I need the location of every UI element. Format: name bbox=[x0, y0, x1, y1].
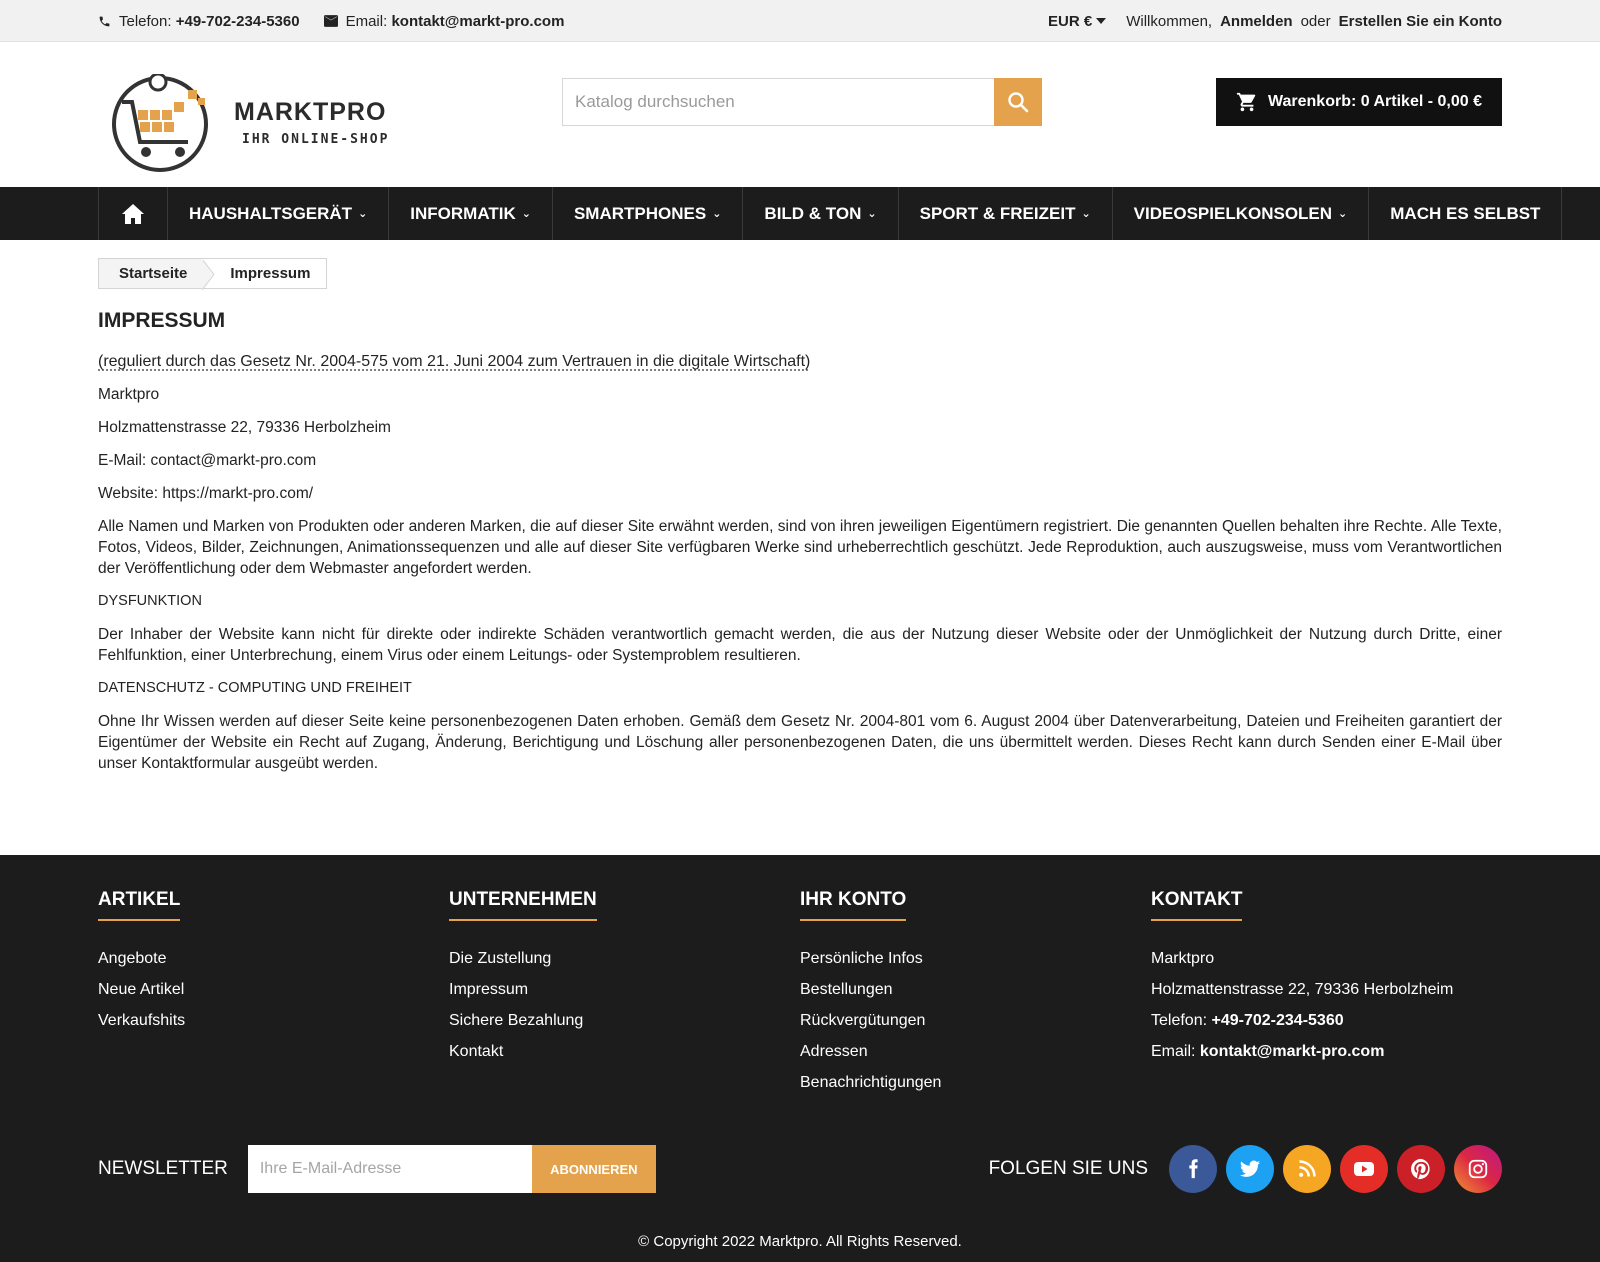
or-text: oder bbox=[1300, 12, 1331, 30]
footer-heading: IHR KONTO bbox=[800, 889, 906, 921]
email-address[interactable]: kontakt@markt-pro.com bbox=[391, 12, 565, 30]
footer-contact-email bbox=[1151, 1036, 1502, 1067]
chevron-down-icon: ⌄ bbox=[712, 208, 722, 220]
breadcrumb-separator-icon bbox=[202, 259, 216, 290]
rss-icon[interactable] bbox=[1283, 1145, 1331, 1193]
email-label: Email: bbox=[1151, 1043, 1196, 1060]
shopping-cart-icon bbox=[1236, 91, 1258, 113]
logo[interactable] bbox=[110, 74, 400, 174]
company-website: Website: https://markt-pro.com/ bbox=[98, 485, 314, 502]
footer-heading: ARTIKEL bbox=[98, 889, 180, 921]
top-bar bbox=[0, 0, 1600, 42]
breadcrumb-label: Startseite bbox=[119, 265, 188, 282]
section-heading-privacy: DATENSCHUTZ - COMPUTING UND FREIHEIT bbox=[98, 680, 412, 696]
footer-contact-address: Holzmattenstrasse 22, 79336 Herbolzheim bbox=[1151, 981, 1454, 998]
cart-logo-icon bbox=[110, 74, 220, 174]
nav-informatik[interactable] bbox=[389, 187, 553, 240]
nav-label: MACH ES SELBST bbox=[1390, 203, 1541, 223]
breadcrumb bbox=[98, 258, 327, 289]
footer-link[interactable]: Bestellungen bbox=[800, 981, 893, 998]
footer-contact-phone bbox=[1151, 1005, 1502, 1036]
nav-label: SPORT & FREIZEIT bbox=[919, 203, 1076, 223]
caret-down-icon bbox=[1092, 15, 1110, 27]
main-nav bbox=[0, 187, 1600, 240]
nav-haushaltsgeraet[interactable] bbox=[168, 187, 389, 240]
footer-col-kontakt bbox=[1151, 889, 1502, 1098]
register-link[interactable]: Erstellen Sie ein Konto bbox=[1338, 12, 1502, 30]
footer-col-artikel bbox=[98, 889, 449, 1098]
envelope-icon bbox=[324, 15, 338, 27]
nav-videospielkonsolen[interactable] bbox=[1113, 187, 1370, 240]
footer-link[interactable]: Die Zustellung bbox=[449, 950, 552, 967]
footer-link[interactable]: Persönliche Infos bbox=[800, 950, 923, 967]
footer-link[interactable]: Kontakt bbox=[449, 1043, 504, 1060]
logo-title: MARKTPRO bbox=[234, 98, 387, 126]
nav-label: VIDEOSPIELKONSOLEN bbox=[1133, 203, 1333, 223]
newsletter-row bbox=[98, 1145, 1502, 1193]
welcome-text: Willkommen, bbox=[1126, 12, 1213, 30]
phone-number[interactable]: +49-702-234-5360 bbox=[175, 12, 300, 30]
footer-heading: KONTAKT bbox=[1151, 889, 1242, 921]
page-title: IMPRESSUM bbox=[98, 309, 226, 332]
company-address: Holzmattenstrasse 22, 79336 Herbolzheim bbox=[98, 419, 391, 436]
follow-label: FOLGEN SIE UNS bbox=[988, 1158, 1148, 1179]
nav-sport-freizeit[interactable] bbox=[899, 187, 1113, 240]
youtube-icon[interactable] bbox=[1340, 1145, 1388, 1193]
currency-value: EUR € bbox=[1048, 12, 1093, 30]
currency-selector[interactable] bbox=[1048, 13, 1110, 30]
home-icon bbox=[121, 203, 145, 225]
newsletter-label: NEWSLETTER bbox=[98, 1158, 228, 1179]
search-bar bbox=[562, 78, 1042, 126]
company-name: Marktpro bbox=[98, 386, 160, 403]
breadcrumb-current bbox=[216, 259, 326, 288]
footer-link[interactable]: Adressen bbox=[800, 1043, 868, 1060]
chevron-down-icon: ⌄ bbox=[1081, 208, 1091, 220]
footer-link[interactable]: Impressum bbox=[449, 981, 529, 998]
topbar-phone bbox=[98, 13, 300, 30]
company-email: E-Mail: contact@markt-pro.com bbox=[98, 452, 317, 469]
cart-button[interactable] bbox=[1216, 78, 1502, 126]
login-link[interactable]: Anmelden bbox=[1220, 12, 1293, 30]
footer-link[interactable]: Neue Artikel bbox=[98, 981, 185, 998]
nav-label: HAUSHALTSGERÄT bbox=[189, 203, 353, 223]
phone-icon bbox=[98, 15, 111, 28]
logo-subtitle: IHR ONLINE-SHOP bbox=[242, 132, 390, 147]
footer-col-unternehmen bbox=[449, 889, 800, 1098]
search-icon bbox=[1006, 90, 1030, 114]
footer-col-konto bbox=[800, 889, 1151, 1098]
footer-link[interactable]: Sichere Bezahlung bbox=[449, 1012, 584, 1029]
pinterest-icon[interactable] bbox=[1397, 1145, 1445, 1193]
phone-label: Telefon: bbox=[119, 12, 172, 30]
privacy-paragraph: Ohne Ihr Wissen werden auf dieser Seite keine personenbezogenen Daten erhoben. Gemäß dem Gesetz Nr. 2004-801 vom 6. August 2004 über Datenverarbeitung, Dateien und Freiheiten garantiert der Eigentümer der Website ein Recht auf Zugang, Änderung, Berichtigung und Löschung aller personenbezogenen Daten, die uns übermittelt werden. Dieses Recht kann durch Senden einer E-Mail über unser Kontaktformular ausgeübt werden. bbox=[98, 713, 1502, 772]
phone-number[interactable]: +49-702-234-5360 bbox=[1211, 1012, 1344, 1029]
chevron-down-icon: ⌄ bbox=[358, 208, 368, 220]
facebook-icon[interactable] bbox=[1169, 1145, 1217, 1193]
search-button[interactable] bbox=[994, 78, 1042, 126]
footer-link[interactable]: Angebote bbox=[98, 950, 167, 967]
search-input[interactable] bbox=[562, 78, 994, 126]
footer bbox=[0, 855, 1600, 1262]
dysfunction-paragraph: Der Inhaber der Website kann nicht für direkte oder indirekte Schäden verantwortlich gemacht werden, die aus der Nutzung dieser Website oder der Unmöglichkeit der Nutzung durch Dritte, einer Fehlfunktion, einer Unterbrechung, einem Virus oder einem Leitungs- oder Systemproblem resultieren. bbox=[98, 626, 1502, 664]
chevron-down-icon: ⌄ bbox=[867, 208, 877, 220]
social-follow bbox=[989, 1145, 1502, 1193]
subscribe-button[interactable]: ABONNIEREN bbox=[532, 1145, 656, 1193]
twitter-icon[interactable] bbox=[1226, 1145, 1274, 1193]
footer-contact-name: Marktpro bbox=[1151, 950, 1215, 967]
legal-basis: (reguliert durch das Gesetz Nr. 2004-575 vom 21. Juni 2004 zum Vertrauen in die digitale Wirtschaft) bbox=[98, 353, 811, 370]
breadcrumb-home[interactable] bbox=[99, 259, 203, 288]
chevron-down-icon: ⌄ bbox=[521, 208, 531, 220]
footer-link[interactable]: Benachrichtigungen bbox=[800, 1074, 942, 1091]
breadcrumb-label: Impressum bbox=[230, 265, 311, 282]
footer-link[interactable]: Rückvergütungen bbox=[800, 1012, 926, 1029]
topbar-email bbox=[324, 13, 565, 30]
nav-mach-es-selbst[interactable] bbox=[1369, 187, 1562, 240]
email-address[interactable]: kontakt@markt-pro.com bbox=[1199, 1043, 1385, 1060]
cart-label: Warenkorb: 0 Artikel - 0,00 € bbox=[1268, 93, 1482, 110]
nav-label: INFORMATIK bbox=[410, 203, 516, 223]
phone-label: Telefon: bbox=[1151, 1012, 1208, 1029]
copyright: © Copyright 2022 Marktpro. All Rights Reserved. bbox=[638, 1233, 962, 1250]
instagram-icon[interactable] bbox=[1454, 1145, 1502, 1193]
copyright-paragraph: Alle Namen und Marken von Produkten oder anderen Marken, die auf dieser Site erwähnt werden, sind von ihren jeweiligen Eigentümern registriert. Die genannten Quellen behalten ihre Rechte. Alle Texte, Fotos, Videos, Bilder, Zeichnungen, Animationssequenzen und alle auf dieser Site verfügbaren Werke sind urheberrechtlich geschützt. Jede Reproduktion, auch auszugsweise, muss vom Verantwortlichen der Veröffentlichung oder dem Webmaster angefordert werden. bbox=[98, 518, 1502, 577]
newsletter-email-input[interactable] bbox=[248, 1145, 532, 1193]
nav-label: BILD & TON bbox=[764, 203, 862, 223]
chevron-down-icon: ⌄ bbox=[1338, 208, 1348, 220]
nav-bild-ton[interactable] bbox=[743, 187, 898, 240]
nav-label: SMARTPHONES bbox=[573, 203, 707, 223]
email-label: Email: bbox=[345, 12, 388, 30]
nav-home[interactable] bbox=[98, 187, 168, 240]
header bbox=[0, 42, 1600, 187]
footer-heading: UNTERNEHMEN bbox=[449, 889, 597, 921]
section-heading-dysfunction: DYSFUNKTION bbox=[98, 593, 202, 609]
main-content bbox=[98, 240, 1502, 774]
footer-link[interactable]: Verkaufshits bbox=[98, 1012, 186, 1029]
nav-smartphones[interactable] bbox=[553, 187, 743, 240]
